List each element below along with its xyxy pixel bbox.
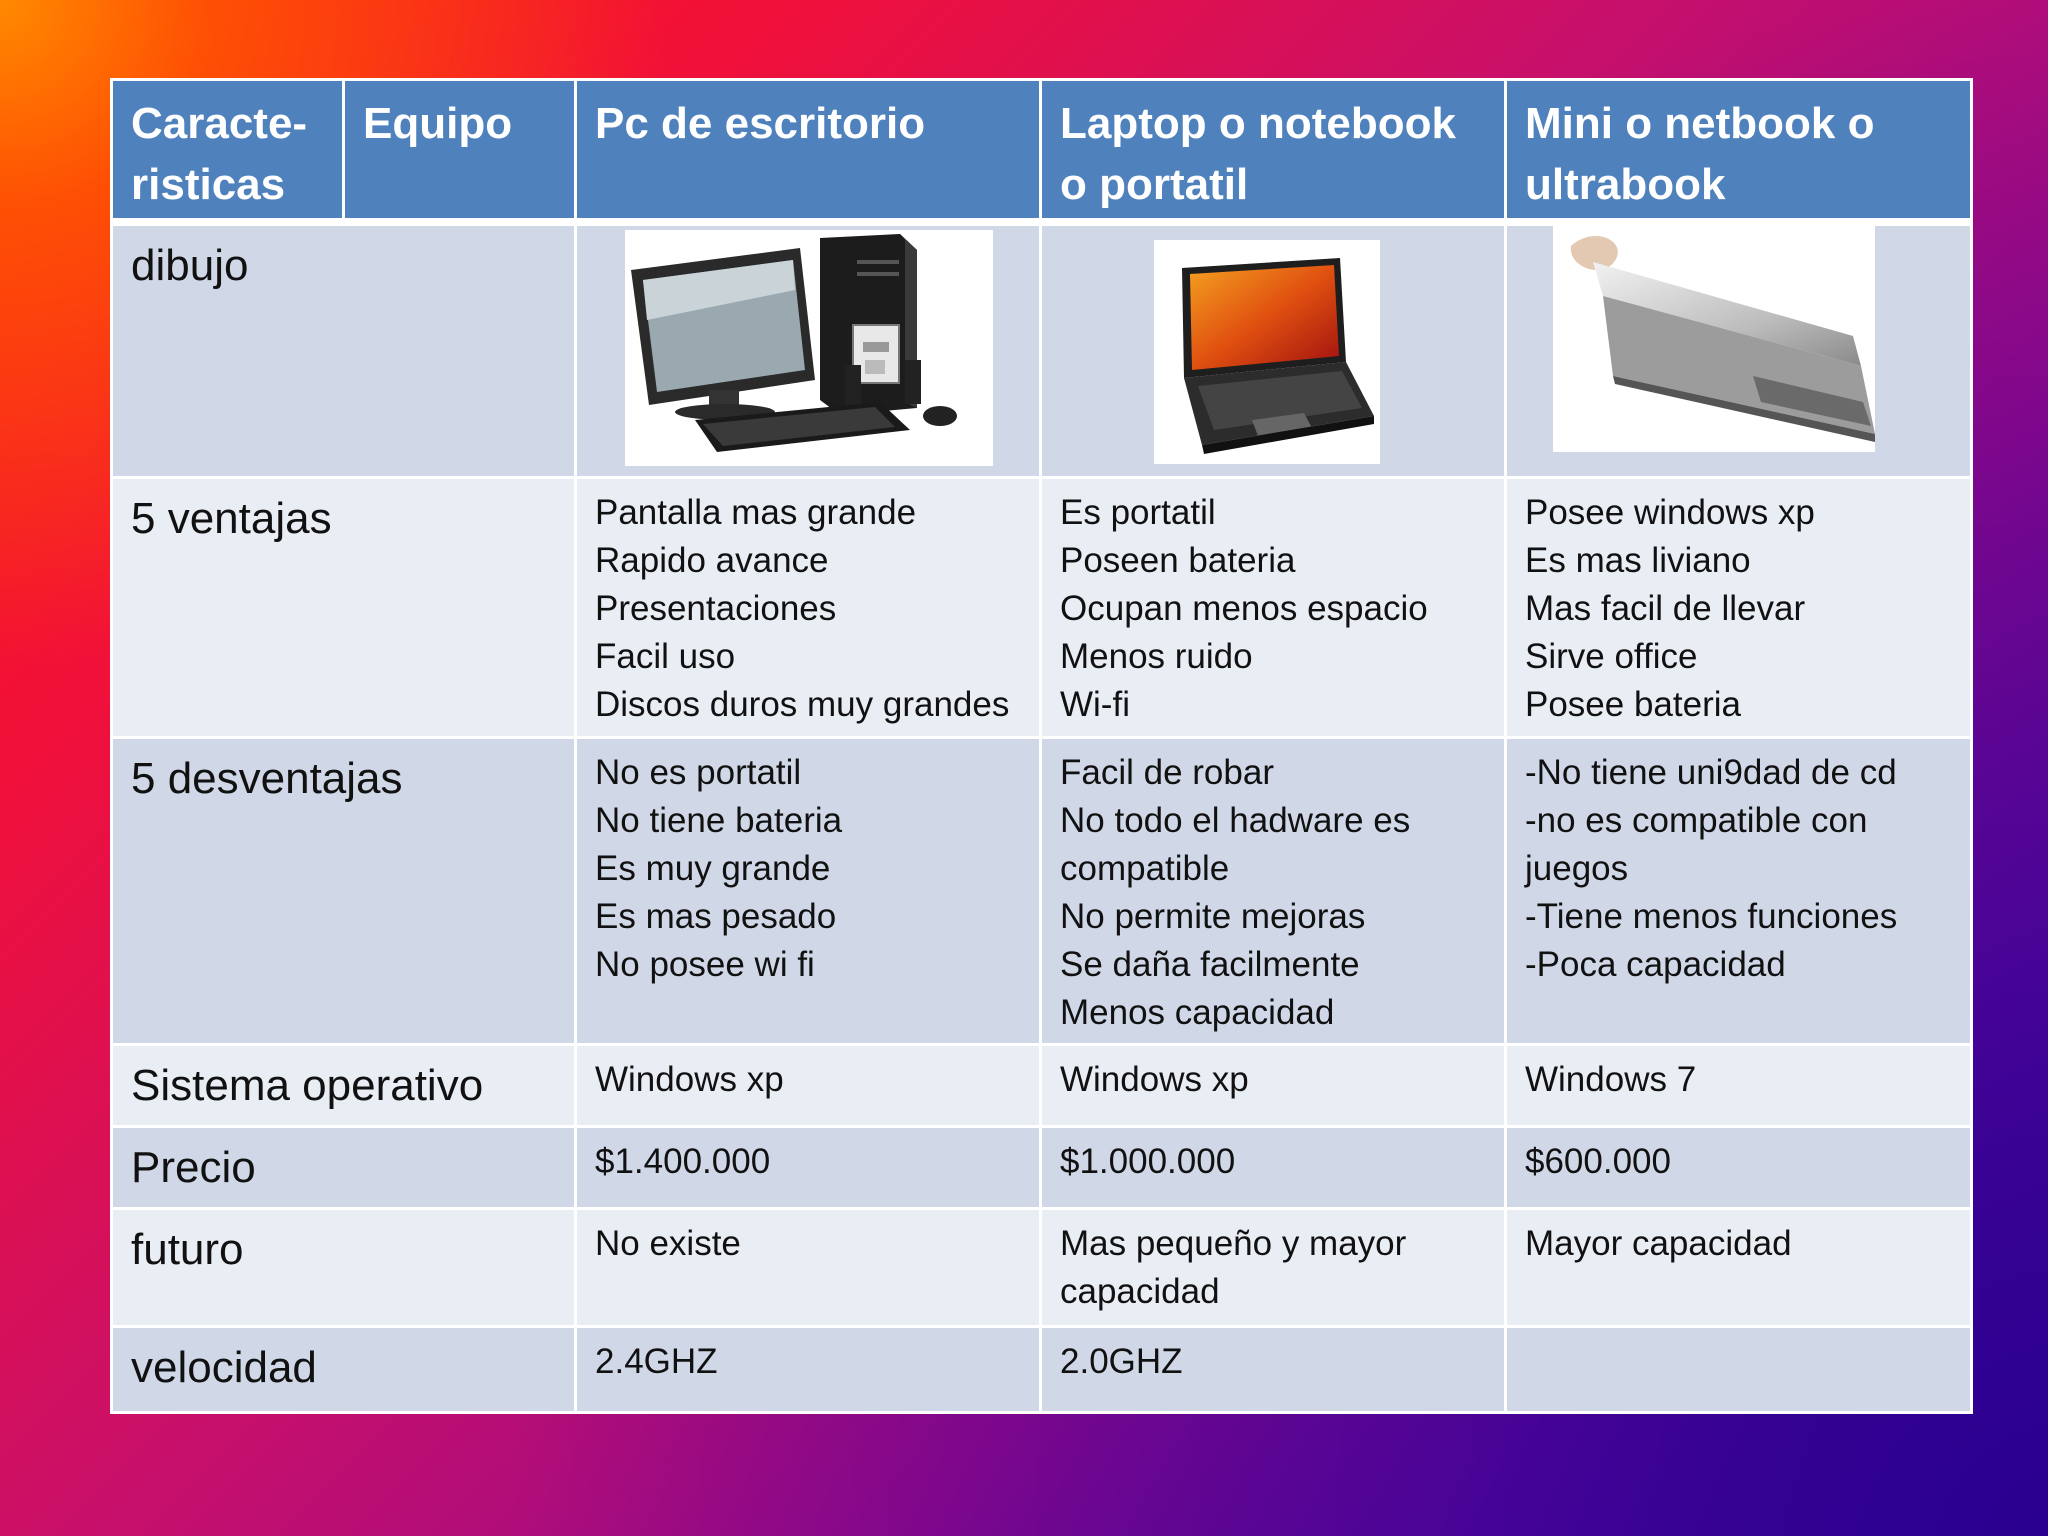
list-item: -No tiene uni9dad de cd xyxy=(1525,753,1897,793)
row-label-futuro: futuro xyxy=(112,1208,576,1326)
futuro-mini: Mayor capacidad xyxy=(1506,1208,1972,1326)
list-item: Wi-fi xyxy=(1060,685,1130,725)
comparison-table xyxy=(110,78,1973,1414)
header-pc-escritorio: Pc de escritorio xyxy=(576,80,1041,222)
list-item: Posee windows xp xyxy=(1525,493,1815,533)
list-item: Es mas pesado xyxy=(595,897,837,937)
list-item: -Poca capacidad xyxy=(1525,945,1786,985)
velocidad-pc: 2.4GHZ xyxy=(576,1326,1041,1412)
pc-picture-cell xyxy=(576,222,1041,478)
so-pc: Windows xp xyxy=(576,1044,1041,1126)
header-laptop: Laptop o notebook o portatil xyxy=(1041,80,1506,222)
list-item: Poseen bateria xyxy=(1060,541,1296,581)
precio-mini: $600.000 xyxy=(1506,1126,1972,1208)
list-item: -Tiene menos funciones xyxy=(1525,897,1898,937)
ultrabook-icon xyxy=(1553,226,1875,452)
laptop-picture-cell xyxy=(1041,222,1506,478)
desventajas-pc xyxy=(576,738,1041,1044)
velocidad-mini xyxy=(1506,1326,1972,1412)
table-row-precio xyxy=(112,1126,1972,1208)
desventajas-mini xyxy=(1506,738,1972,1044)
ventajas-mini xyxy=(1506,478,1972,738)
row-label-desventajas: 5 desventajas xyxy=(112,738,576,1044)
list-item: Posee bateria xyxy=(1525,685,1741,725)
table-row-desventajas xyxy=(112,738,1972,1044)
precio-pc: $1.400.000 xyxy=(576,1126,1041,1208)
table-row-futuro xyxy=(112,1208,1972,1326)
list-item: No tiene bateria xyxy=(595,801,843,841)
table-row-velocidad xyxy=(112,1326,1972,1412)
so-laptop: Windows xp xyxy=(1041,1044,1506,1126)
list-item: Facil de robar xyxy=(1060,753,1274,793)
list-item: Presentaciones xyxy=(595,589,837,629)
desventajas-laptop xyxy=(1041,738,1506,1044)
desktop-pc-icon xyxy=(625,230,993,466)
list-item: No es portatil xyxy=(595,753,802,793)
row-label-sistema-operativo: Sistema operativo xyxy=(112,1044,576,1126)
row-label-dibujo: dibujo xyxy=(112,222,576,478)
list-item: Menos ruido xyxy=(1060,637,1253,677)
header-caracteristicas: Caracte- risticas xyxy=(112,80,344,222)
table-row-dibujo xyxy=(112,222,1972,478)
row-label-precio: Precio xyxy=(112,1126,576,1208)
list-item: Mas facil de llevar xyxy=(1525,589,1806,629)
list-item: No todo el hadware es compatible xyxy=(1060,801,1420,889)
list-item: Facil uso xyxy=(595,637,736,677)
table-header-row xyxy=(112,80,1972,222)
list-item: Se daña facilmente xyxy=(1060,945,1360,985)
ventajas-laptop xyxy=(1041,478,1506,738)
ultrabook-picture-cell xyxy=(1506,222,1972,478)
so-mini: Windows 7 xyxy=(1506,1044,1972,1126)
comparison-table-container xyxy=(110,78,1970,1414)
list-item: No posee wi fi xyxy=(595,945,815,985)
list-item: Menos capacidad xyxy=(1060,993,1335,1033)
velocidad-laptop: 2.0GHZ xyxy=(1041,1326,1506,1412)
list-item: -no es compatible con juegos xyxy=(1525,801,1878,889)
list-item: Es portatil xyxy=(1060,493,1216,533)
header-equipo: Equipo xyxy=(344,80,576,222)
list-item: Es mas liviano xyxy=(1525,541,1751,581)
list-item: Es muy grande xyxy=(595,849,831,889)
header-mini-netbook: Mini o netbook o ultrabook xyxy=(1506,80,1972,222)
futuro-pc: No existe xyxy=(576,1208,1041,1326)
ventajas-pc xyxy=(576,478,1041,738)
list-item: Sirve office xyxy=(1525,637,1698,677)
table-row-ventajas xyxy=(112,478,1972,738)
table-row-sistema-operativo xyxy=(112,1044,1972,1126)
futuro-laptop: Mas pequeño y mayor capacidad xyxy=(1041,1208,1506,1326)
list-item: Rapido avance xyxy=(595,541,829,581)
list-item: No permite mejoras xyxy=(1060,897,1366,937)
laptop-icon xyxy=(1154,240,1380,464)
list-item: Discos duros muy grandes xyxy=(595,685,1010,725)
list-item: Ocupan menos espacio xyxy=(1060,589,1428,629)
precio-laptop: $1.000.000 xyxy=(1041,1126,1506,1208)
list-item: Pantalla mas grande xyxy=(595,493,917,533)
row-label-velocidad: velocidad xyxy=(112,1326,576,1412)
row-label-ventajas: 5 ventajas xyxy=(112,478,576,738)
